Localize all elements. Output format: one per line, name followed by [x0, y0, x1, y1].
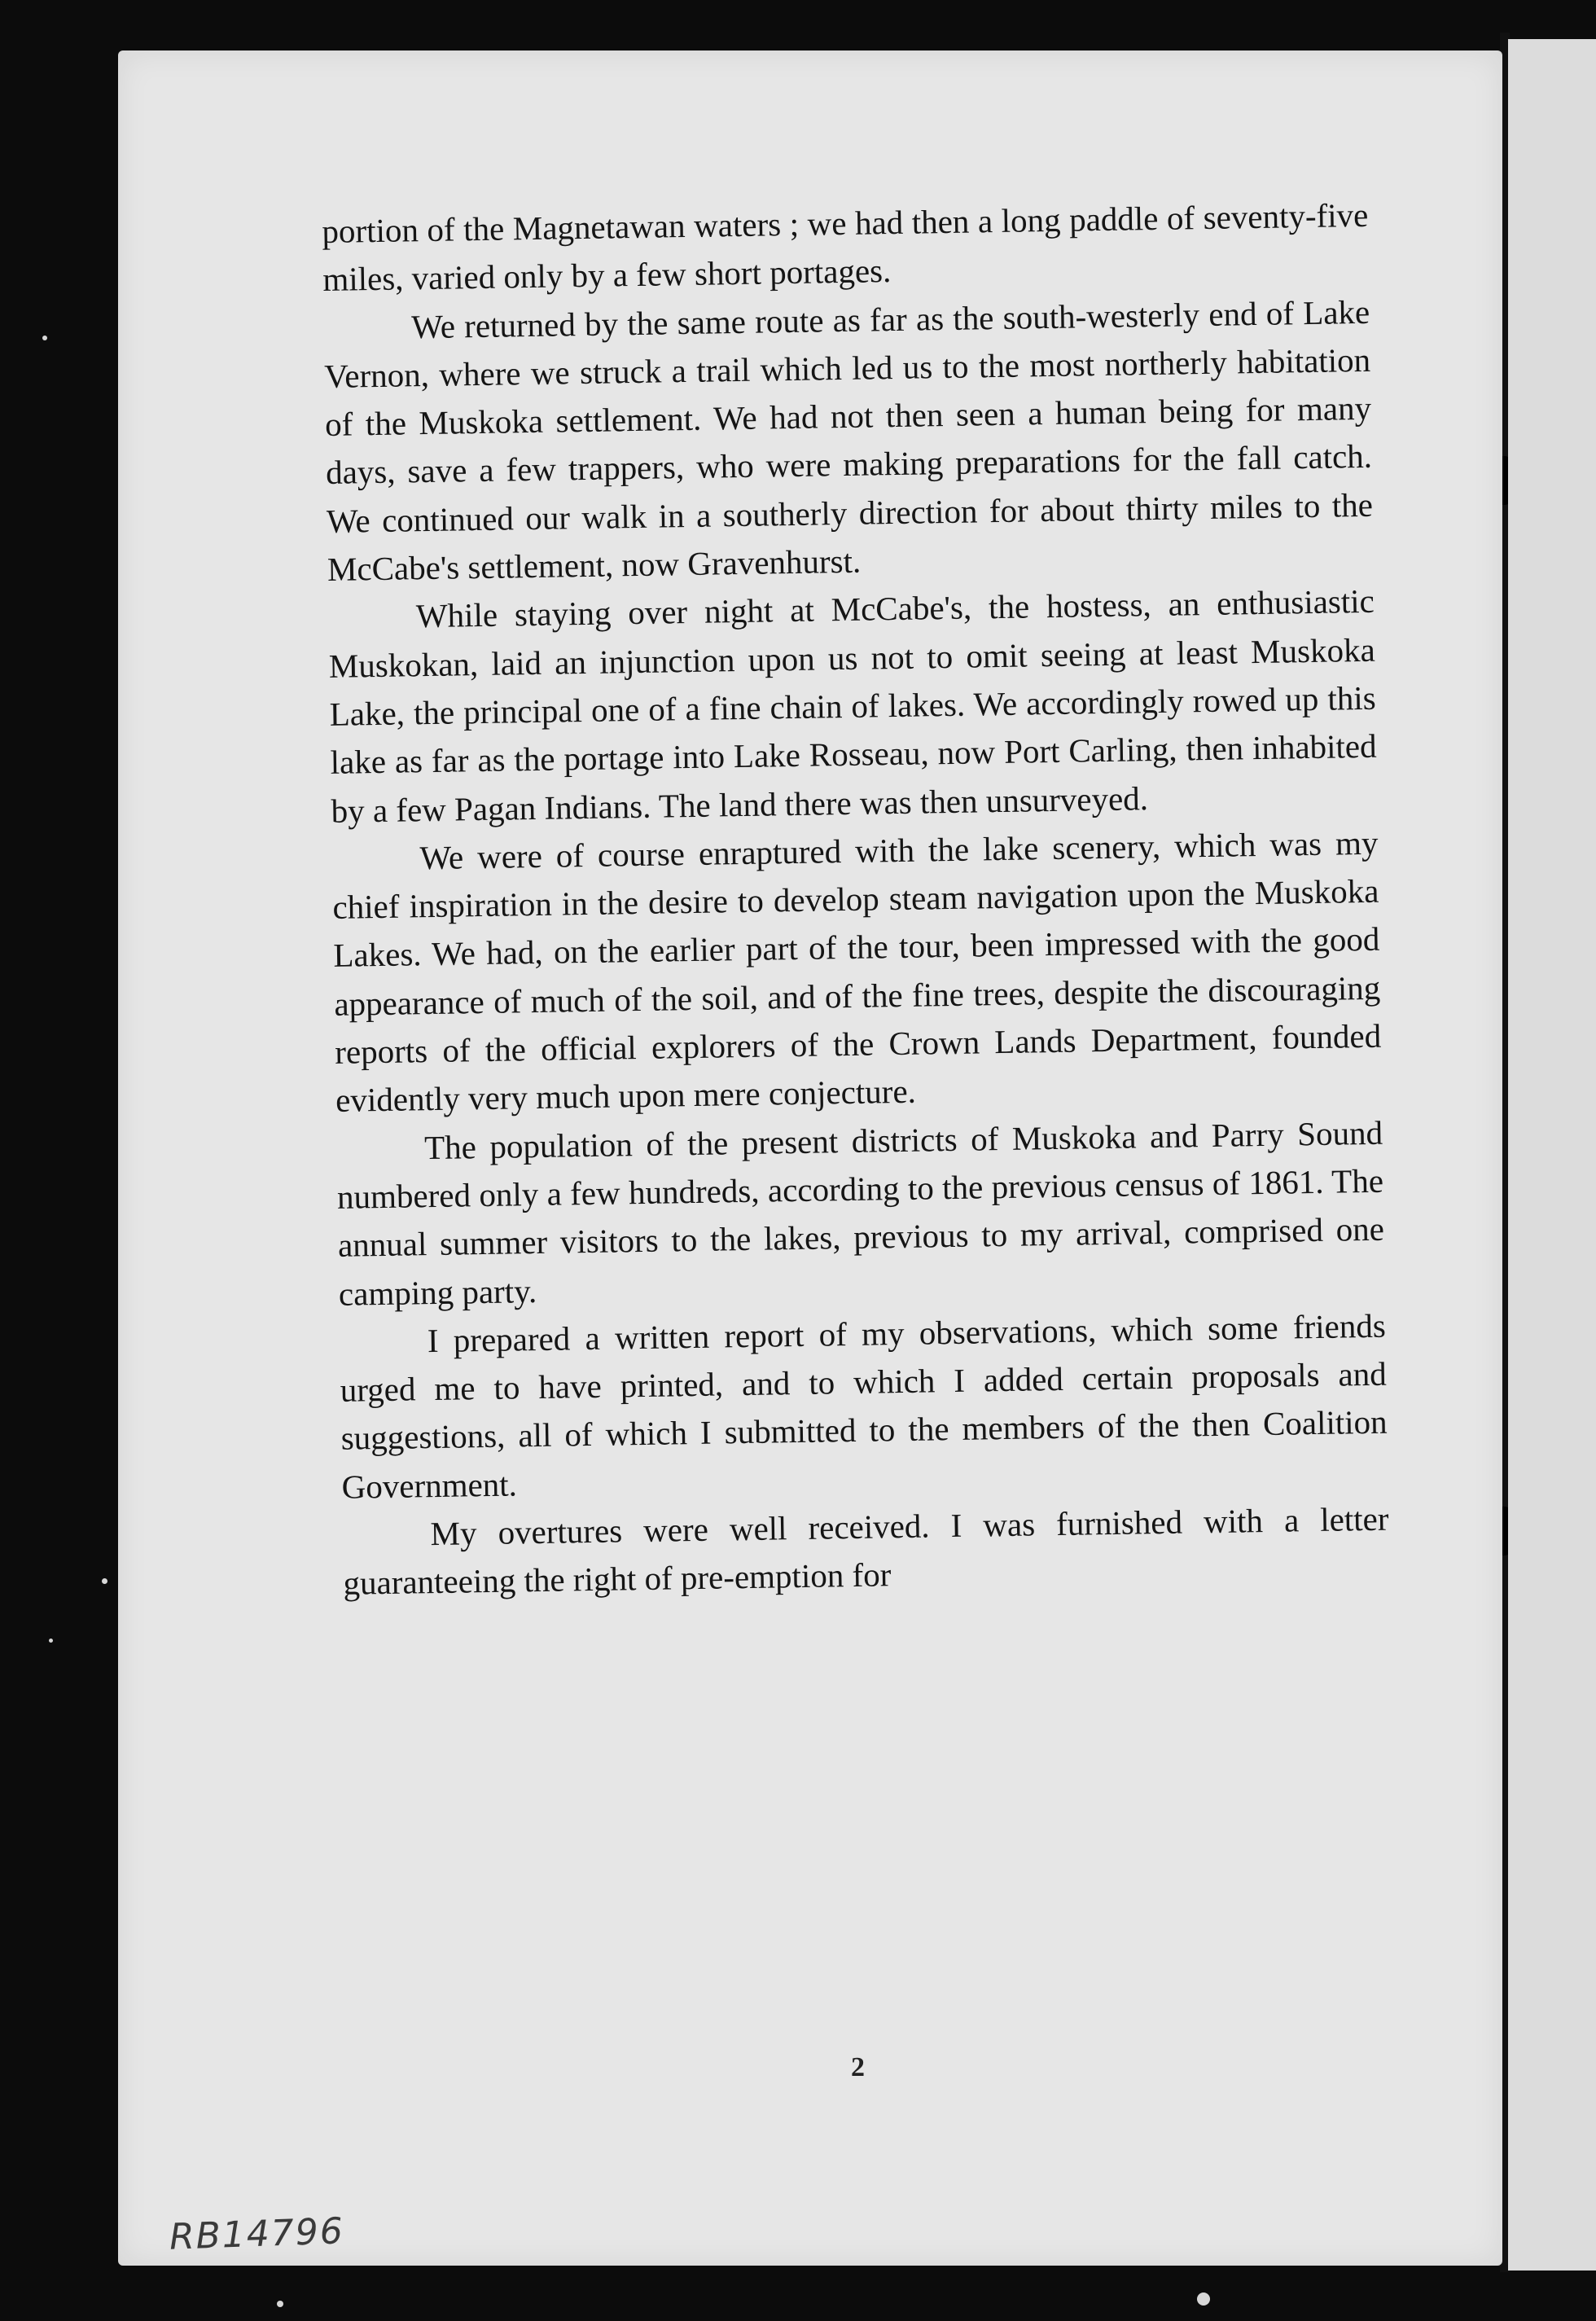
scan-speck — [1197, 2292, 1210, 2306]
page-text — [322, 191, 1390, 1608]
paragraph: I prepared a written report of my observations, which some friends urged me to have printed, and to which I added certain proposals and suggestions, all of which I submitted to the members of the then Coalition Government. — [340, 1306, 1388, 1506]
paragraph: While staying over night at McCabe's, the hostess, an enthusiastic Muskokan, laid an injunction upon us not to omit seeing at least Muskoka Lake, the principal one of a fine chain of lakes. We accordingly rowed up this lake as far as the portage into Lake Rosseau, now Port Carling, then inhabited by a few Pagan Indians. The land there was then unsurveyed. — [328, 582, 1377, 830]
scan-speck — [49, 1639, 53, 1643]
paragraph: The population of the present districts of Muskoka and Parry Sound numbered only a few hundreds, according to the previous census of 1861. The annual summer visitors to the lakes, previous to my arrival, comprised one camping party. — [336, 1113, 1385, 1313]
paragraph: portion of the Magnetawan waters ; we had then a long paddle of seventy-five miles, varied only by a few short portages. — [322, 195, 1369, 299]
page-number: 2 — [851, 2052, 865, 2082]
paragraph: We returned by the same route as far as the south-westerly end of Lake Vernon, where we struck a trail which led us to the most northerly habitation of the Muskoka settlement. We had not then seen a human being for many days, save a few trappers, who were making preparations for the fall catch. We continued our walk in a southerly direction for about thirty miles to the McCabe's settlement, now Gravenhurst. — [323, 292, 1374, 589]
paragraph: We were of course enraptured with the lake scenery, which was my chief inspiration in the desire to develop steam navigation upon the Muskoka Lakes. We had, on the earlier part of the tour, been impressed with the good appearance of much of the soil, and of the fine trees, despite the discouraging reports of the official explorers of the Crown Lands Department, founded evidently very much upon mere conjecture. — [332, 823, 1382, 1120]
library-stamp: RB14796 — [169, 2210, 345, 2258]
paragraph: My overtures were well received. I was furnished with a letter guaranteeing the right of pre-emption for — [343, 1499, 1389, 1603]
scan-speck — [42, 336, 47, 340]
scan-speck — [102, 1578, 107, 1584]
facing-page-edge — [1508, 39, 1596, 2271]
scan-speck — [277, 2301, 283, 2307]
